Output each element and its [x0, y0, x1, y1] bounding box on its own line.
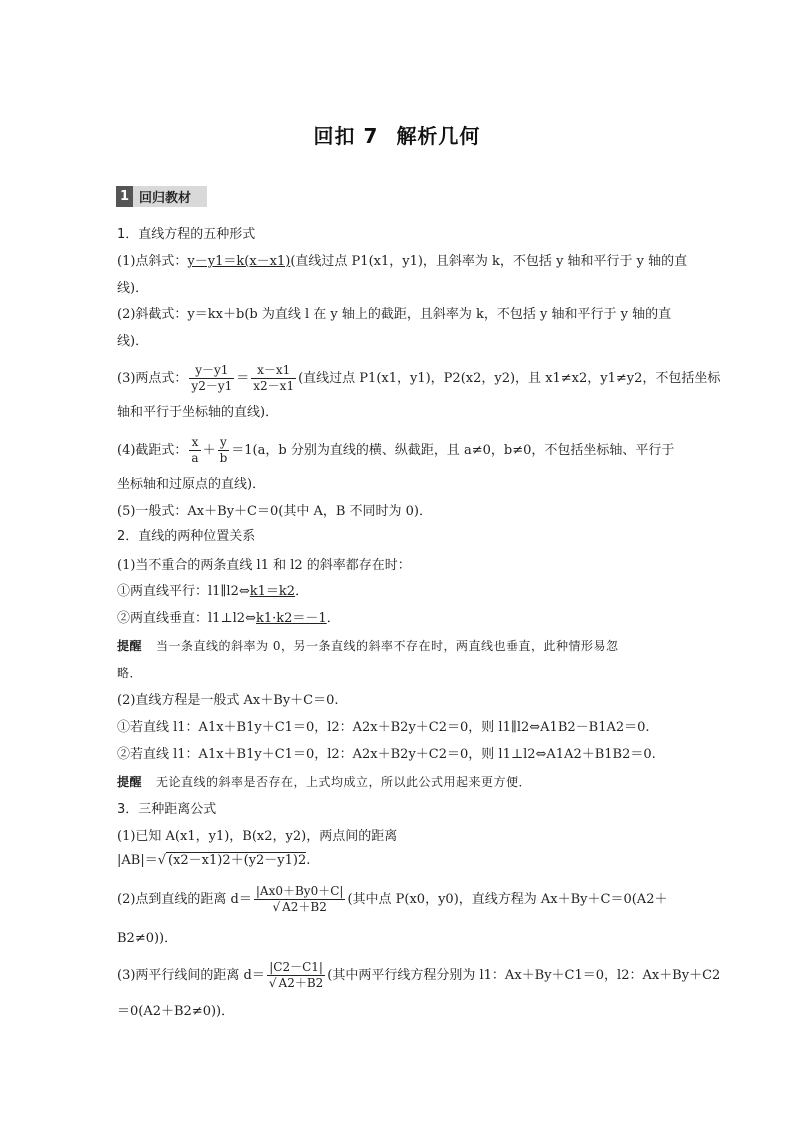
- distance-two-points-formula: |AB|＝√ (x2－x1)2＋(y2－y1)2.: [117, 853, 311, 868]
- sqrt-radicand: (x2－x1)2＋(y2－y1)2: [168, 853, 307, 868]
- s2-p2: (2)直线方程是一般式 Ax＋By＋C＝0.: [117, 693, 339, 708]
- two-point-label: (3)两点式：: [117, 371, 188, 386]
- slope-intercept-label: (2)斜截式：: [117, 307, 188, 322]
- sqrt-radicand: A2＋B2: [282, 900, 327, 914]
- equals-sign: ＝: [236, 371, 250, 386]
- page-title: [0, 120, 794, 149]
- slope-intercept-desc-cont: 线)．: [117, 334, 149, 349]
- perp-formula: k1·k2＝－1: [255, 611, 327, 626]
- period: .: [306, 853, 311, 868]
- frac-denominator: √ A2＋B2: [268, 976, 324, 990]
- parallel-lines-distance: [117, 956, 721, 996]
- ab-label: |AB|＝: [117, 853, 158, 868]
- point-line-distance: [117, 880, 681, 920]
- note-2-text: 无论直线的斜率是否存在，上式均成立，所以此公式用起来更方便．: [156, 775, 532, 789]
- point-line-desc: (其中点 P(x0，y0)，直线方程为 Ax＋By＋C＝0(A2＋: [347, 892, 668, 907]
- s1-heading: 1．直线方程的五种形式: [117, 227, 256, 242]
- frac-denominator: x2－x1: [253, 379, 295, 393]
- parallel-end: ．: [295, 584, 309, 599]
- parallel-lines-desc: (其中两平行线方程分别为 l1：Ax＋By＋C1＝0，l2：Ax＋By＋C2: [327, 968, 721, 983]
- intercept-label: (4)截距式：: [117, 443, 188, 458]
- point-slope-line: [117, 253, 688, 271]
- sqrt-radicand: A2＋B2: [278, 976, 324, 990]
- note-2-label: 提醒: [117, 775, 143, 789]
- intercept-frac-x: [189, 435, 200, 466]
- intercept-frac-y: [218, 435, 230, 466]
- slope-intercept-formula: y＝kx＋b: [187, 307, 245, 322]
- slope-intercept-desc: (b 为直线 l 在 y 轴上的截距，且斜率为 k，不包括 y 轴和平行于 y 轴的直: [244, 307, 672, 322]
- frac-denominator: √ A2＋B2: [272, 900, 327, 914]
- plus-sign: ＋: [202, 443, 216, 458]
- frac-numerator: |C2－C1|: [267, 960, 325, 976]
- intercept-desc: ＝1(a，b 分别为直线的横、纵截距，且 a≠0，b≠0，不包括坐标轴、平行于: [231, 443, 675, 458]
- point-line-label: (2)点到直线的距离 d＝: [117, 892, 252, 907]
- two-point-frac-y: [189, 363, 234, 394]
- frac-numerator: x: [189, 435, 200, 451]
- frac-numerator: y－y1: [189, 363, 234, 379]
- s2-heading: 2．直线的两种位置关系: [117, 529, 256, 544]
- note-1-text: 当一条直线的斜率为 0，另一条直线的斜率不存在时，两直线也垂直，此种情形易忽: [156, 639, 619, 653]
- distance-two-points: (1)已知 A(x1，y1)，B(x2，y2)，两点间的距离: [117, 829, 398, 844]
- s3-heading: 3．三种距离公式: [117, 802, 217, 817]
- intercept-desc-cont: 坐标轴和过原点的直线)．: [117, 477, 266, 492]
- section-number: 1: [116, 186, 133, 207]
- condition-parallel: ①若直线 l1：A1x＋B1y＋C1＝0，l2：A2x＋B2y＋C2＝0，则 l1∥l2⇔A1B2－B1A2＝0.: [117, 720, 650, 735]
- parallel-lines-frac: [267, 960, 325, 991]
- slope-intercept-line: [117, 306, 681, 324]
- point-slope-label: (1)点斜式：: [117, 254, 188, 269]
- section-label: 回归教材: [139, 191, 192, 206]
- general-form-line: (5)一般式：Ax＋By＋C＝0(其中 A，B 不同时为 0)．: [117, 504, 433, 519]
- point-slope-desc: (直线过点 P1(x1，y1)，且斜率为 k，不包括 y 轴和平行于 y 轴的直: [290, 254, 688, 269]
- two-point-frac-x: [251, 363, 296, 394]
- title-topic: 解析几何: [396, 124, 481, 148]
- parallel-formula: k1＝k2: [249, 584, 296, 599]
- point-line-desc-cont: B2≠0))．: [117, 931, 178, 946]
- frac-numerator: |Ax0＋By0＋C|: [255, 884, 344, 898]
- point-line-frac: [254, 884, 346, 915]
- perp-end: ．: [326, 611, 340, 626]
- point-slope-formula: y－y1＝k(x－x1): [187, 254, 291, 269]
- note-1-cont: 略．: [117, 666, 143, 680]
- note-2: [117, 773, 681, 791]
- frac-numerator: x－x1: [251, 363, 296, 379]
- parallel-label: ①两直线平行：l1∥l2⇔: [117, 584, 250, 599]
- note-1-label: 提醒: [117, 639, 143, 653]
- parallel-lines-label: (3)两平行线间的距离 d＝: [117, 968, 265, 983]
- two-point-desc: (直线过点 P1(x1，y1)，P2(x2，y2)，且 x1≠x2，y1≠y2，不包括坐标: [298, 371, 721, 386]
- condition-perpendicular: ②若直线 l1：A1x＋B1y＋C1＝0，l2：A2x＋B2y＋C2＝0，则 l1⊥l2⇔A1A2＋B1B2＝0.: [117, 747, 656, 762]
- frac-denominator: y2－y1: [191, 379, 233, 393]
- two-point-line: [117, 362, 721, 396]
- parallel-lines-desc-cont: ＝0(A2＋B2≠0))．: [117, 1004, 235, 1019]
- section-header: [116, 186, 207, 207]
- note-1: [117, 637, 681, 655]
- frac-denominator: b: [219, 451, 228, 465]
- s2-p1: (1)当不重合的两条直线 l1 和 l2 的斜率都存在时：: [117, 558, 411, 573]
- perpendicular-line: [117, 610, 681, 628]
- perp-label: ②两直线垂直：l1⊥l2⇔: [117, 611, 256, 626]
- intercept-line: [117, 434, 681, 468]
- two-point-desc-cont: 轴和平行于坐标轴的直线)．: [117, 405, 279, 420]
- frac-numerator: y: [218, 435, 230, 451]
- title-number: 回扣 7: [313, 124, 379, 148]
- parallel-line: [117, 583, 681, 601]
- frac-denominator: a: [191, 451, 199, 465]
- point-slope-desc-cont: 线)．: [117, 281, 149, 296]
